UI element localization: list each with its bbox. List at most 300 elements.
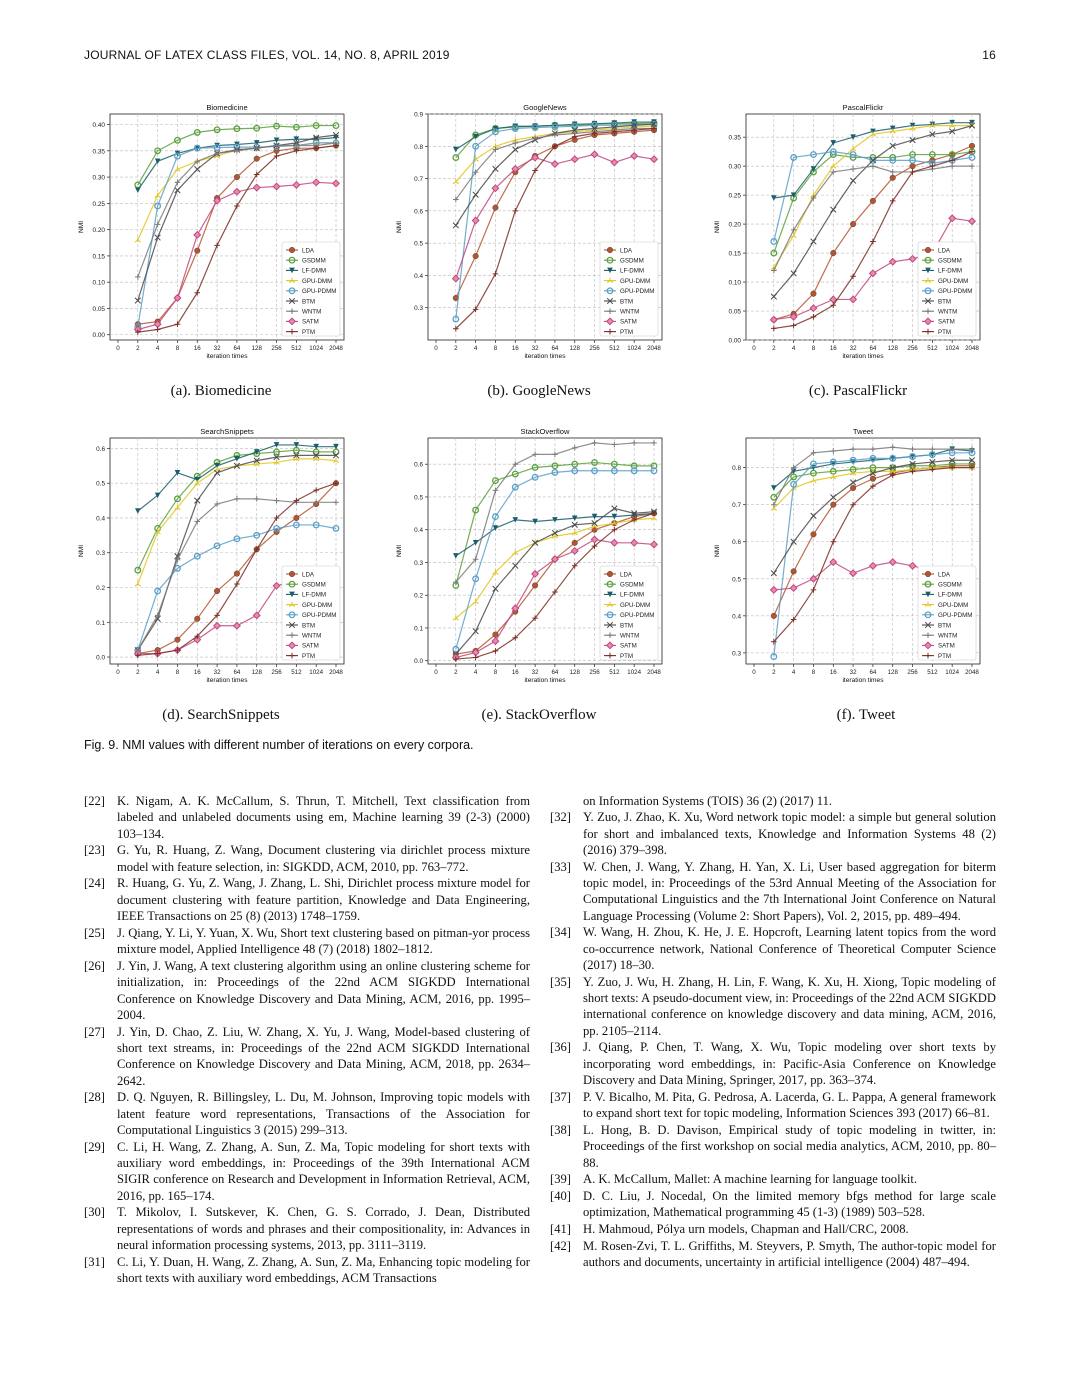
reference-item xyxy=(550,809,996,858)
x-tick-label: 256 xyxy=(907,345,918,352)
subcaption-b: (b). GoogleNews xyxy=(487,383,591,399)
reference-text: C. Li, Y. Duan, H. Wang, Z. Zhang, A. Sun, Z. Ma, Enhancing topic modeling for short texts with auxiliary word embeddings, ACM Transactions xyxy=(117,1254,530,1286)
x-tick-label: 32 xyxy=(849,669,857,676)
y-axis-label: NMI xyxy=(714,220,721,234)
x-tick-label: 16 xyxy=(829,669,837,676)
reference-number: [34] xyxy=(550,925,571,940)
reference-item xyxy=(84,1254,530,1287)
x-tick-label: 256 xyxy=(271,669,282,676)
legend-label: BTM xyxy=(938,298,952,306)
references-left-column xyxy=(84,793,530,1287)
figure-caption: Fig. 9. NMI values with different number of iterations on every corpora. xyxy=(84,738,474,752)
reference-text: M. Rosen-Zvi, T. L. Griffiths, M. Steyvers, P. Smyth, The author-topic model for authors and documents, uncertainty in artificial intelligence (2004) 487–494. xyxy=(583,1239,996,1270)
legend-marker xyxy=(925,247,931,253)
subcaption-e: (e). StackOverflow xyxy=(481,707,597,723)
legend-label: LF-DMM xyxy=(302,591,327,599)
y-tick-label: 0.10 xyxy=(728,279,741,287)
legend-label: SATM xyxy=(620,318,637,326)
chart-title: PascalFlickr xyxy=(842,103,884,112)
x-tick-label: 0 xyxy=(434,669,438,676)
reference-item xyxy=(84,875,530,924)
legend-label: PTM xyxy=(302,328,316,336)
reference-number: [41] xyxy=(550,1222,571,1237)
legend-label: BTM xyxy=(620,298,634,306)
reference-text: W. Chen, J. Wang, Y. Zhang, H. Yan, X. Li, User based aggregation for biterm topic model, in: Proceedings of the 53rd Annual Meeting of the Association for Computational Linguistics and the 7th International Joint Conference on Natural Language Processing (Volume 2: Short Papers), Vol. 2, 2015, pp. 489–494. xyxy=(583,859,996,923)
legend-marker xyxy=(925,571,931,577)
y-tick-label: 0.00 xyxy=(92,332,105,340)
reference-number: [30] xyxy=(84,1205,105,1220)
legend-label: SATM xyxy=(620,642,637,650)
legend-label: GPU-DMM xyxy=(620,601,651,609)
x-tick-label: 512 xyxy=(609,345,620,352)
reference-item xyxy=(84,1089,530,1138)
x-tick-label: 0 xyxy=(116,345,120,352)
x-tick-label: 128 xyxy=(887,345,898,352)
legend-label: GPU-DMM xyxy=(302,277,333,285)
x-tick-label: 4 xyxy=(155,345,160,352)
legend-label: GPU-PDMM xyxy=(620,288,655,296)
reference-number: [39] xyxy=(550,1172,571,1187)
legend-label: GPU-DMM xyxy=(620,277,651,285)
x-axis-label: iteration times xyxy=(524,353,566,360)
chart-biomedicine xyxy=(72,98,352,366)
y-axis-label: NMI xyxy=(396,220,403,234)
legend-label: LDA xyxy=(620,247,633,255)
data-point xyxy=(234,174,240,180)
reference-number: [38] xyxy=(550,1122,571,1137)
x-tick-label: 32 xyxy=(531,669,539,676)
data-point xyxy=(473,253,479,259)
chart-title: GoogleNews xyxy=(523,103,567,112)
x-tick-label: 1024 xyxy=(945,345,960,352)
legend-label: GSDMM xyxy=(938,257,962,265)
legend-label: WNTM xyxy=(938,632,958,640)
reference-item xyxy=(84,793,530,842)
legend xyxy=(600,566,658,660)
x-tick-label: 64 xyxy=(869,345,877,352)
legend-label: WNTM xyxy=(620,308,640,316)
reference-text: K. Nigam, A. K. McCallum, S. Thrun, T. Mitchell, Text classification from labeled and unlabeled documents using em, Machine learning 39 (2-3) (2000) 103–134. xyxy=(117,794,530,841)
data-point xyxy=(890,175,896,181)
legend xyxy=(918,566,976,660)
legend-label: BTM xyxy=(620,622,634,630)
data-point xyxy=(771,613,777,619)
x-axis-label: iteration times xyxy=(524,677,566,684)
x-tick-label: 2 xyxy=(136,345,140,352)
data-point xyxy=(234,571,240,577)
x-tick-label: 2048 xyxy=(329,669,343,676)
x-axis-label: iteration times xyxy=(206,353,248,360)
x-axis-label: iteration times xyxy=(842,353,884,360)
x-tick-label: 2048 xyxy=(329,345,343,352)
data-point xyxy=(969,143,975,149)
data-point xyxy=(572,540,578,546)
x-tick-label: 0 xyxy=(752,345,756,352)
legend-label: LDA xyxy=(302,247,315,255)
reference-text: H. Mahmoud, Pólya urn models, Chapman and Hall/CRC, 2008. xyxy=(583,1222,909,1237)
legend-label: LDA xyxy=(938,571,951,579)
reference-text: T. Mikolov, I. Sutskever, K. Chen, G. S. Corrado, J. Dean, Distributed representations of words and phrases and their compositionality, in: Advances in neural information processing systems, 2013, pp. 3111–3119. xyxy=(117,1205,530,1253)
y-axis-label: NMI xyxy=(714,544,721,558)
legend xyxy=(282,566,340,660)
data-point xyxy=(830,502,836,508)
legend-label: GPU-DMM xyxy=(302,601,333,609)
legend-label: GSDMM xyxy=(938,581,962,589)
legend-label: BTM xyxy=(938,622,952,630)
x-tick-label: 16 xyxy=(193,669,201,676)
y-tick-label: 0.4 xyxy=(414,527,423,535)
x-tick-label: 512 xyxy=(927,345,938,352)
legend-label: WNTM xyxy=(302,308,322,316)
subcaption-a: (a). Biomedicine xyxy=(170,383,272,399)
x-tick-label: 2 xyxy=(454,669,458,676)
data-point xyxy=(194,616,200,622)
data-point xyxy=(811,291,817,297)
y-tick-label: 0.05 xyxy=(92,305,105,313)
reference-text: P. V. Bicalho, M. Pita, G. Pedrosa, A. Lacerda, G. L. Pappa, A general framework to expand short text for topic modeling, Information Sciences 393 (2017) 66–81. xyxy=(583,1089,996,1121)
reference-number: [33] xyxy=(550,859,571,874)
reference-number: [31] xyxy=(84,1254,105,1269)
x-tick-label: 2 xyxy=(772,345,776,352)
legend-marker xyxy=(289,571,295,577)
x-tick-label: 64 xyxy=(869,669,877,676)
x-tick-label: 64 xyxy=(551,345,559,352)
y-tick-label: 0.30 xyxy=(92,174,105,182)
reference-number: [26] xyxy=(84,958,105,973)
chart-pascalflickr xyxy=(708,98,988,366)
legend-marker xyxy=(607,571,613,577)
y-tick-label: 0.30 xyxy=(728,163,741,171)
reference-number: [24] xyxy=(84,876,105,891)
legend-label: PTM xyxy=(302,652,316,660)
legend xyxy=(282,242,340,336)
chart-title: StackOverflow xyxy=(520,427,570,436)
x-tick-label: 8 xyxy=(175,669,180,676)
reference-number: [28] xyxy=(84,1090,105,1105)
x-tick-label: 2048 xyxy=(647,669,661,676)
reference-item xyxy=(550,924,996,973)
y-tick-label: 0.35 xyxy=(728,134,741,142)
y-tick-label: 0.1 xyxy=(414,625,423,633)
y-tick-label: 0.2 xyxy=(414,592,423,600)
x-tick-label: 256 xyxy=(589,669,600,676)
legend-label: LF-DMM xyxy=(620,591,645,599)
data-point xyxy=(850,485,856,491)
reference-item xyxy=(84,1204,530,1253)
x-tick-label: 512 xyxy=(291,669,302,676)
x-tick-label: 4 xyxy=(791,669,796,676)
legend-label: GPU-DMM xyxy=(938,601,969,609)
y-tick-label: 0.00 xyxy=(728,337,741,345)
x-tick-label: 1024 xyxy=(945,669,960,676)
chart-googlenews xyxy=(390,98,670,366)
x-tick-label: 1024 xyxy=(627,345,642,352)
legend-label: LF-DMM xyxy=(938,591,963,599)
legend-label: WNTM xyxy=(302,632,322,640)
y-tick-label: 0.8 xyxy=(732,465,741,473)
x-tick-label: 16 xyxy=(511,669,519,676)
y-tick-label: 0.1 xyxy=(96,619,105,627)
legend-label: GSDMM xyxy=(620,257,644,265)
y-tick-label: 0.10 xyxy=(92,279,105,287)
reference-item xyxy=(550,1188,996,1221)
legend-label: LDA xyxy=(620,571,633,579)
y-tick-label: 0.4 xyxy=(96,515,105,523)
reference-item xyxy=(550,859,996,924)
x-tick-label: 64 xyxy=(233,345,241,352)
x-tick-label: 256 xyxy=(907,669,918,676)
x-tick-label: 2 xyxy=(136,669,140,676)
legend-label: BTM xyxy=(302,298,316,306)
x-tick-label: 1024 xyxy=(309,345,324,352)
reference-text: Y. Zuo, J. Wu, H. Zhang, H. Lin, F. Wang, K. Xu, H. Xiong, Topic modeling of short texts: A pseudo-document view, in: Proceedings of the 22nd ACM SIGKDD international conference on knowledge discovery and data mining, ACM, 2016, pp. 2105–2114. xyxy=(583,974,996,1038)
legend-label: SATM xyxy=(938,318,955,326)
x-tick-label: 32 xyxy=(213,345,221,352)
legend-label: LDA xyxy=(938,247,951,255)
plot xyxy=(78,103,344,360)
reference-text: W. Wang, H. Zhou, K. He, J. E. Hopcroft, Learning latent topics from the word co-occurrence network, National Conference of Theoretical Computer Science (2017) 18–30. xyxy=(583,925,996,972)
reference-number: [42] xyxy=(550,1239,571,1254)
y-tick-label: 0.6 xyxy=(732,539,741,547)
data-point xyxy=(214,588,220,594)
chart-tweet xyxy=(708,422,988,690)
y-tick-label: 0.20 xyxy=(92,227,105,235)
reference-item xyxy=(84,1024,530,1089)
data-point xyxy=(870,198,876,204)
running-header xyxy=(84,48,996,64)
legend-label: LF-DMM xyxy=(938,267,963,275)
x-tick-label: 256 xyxy=(589,345,600,352)
y-tick-label: 0.15 xyxy=(728,250,741,258)
x-tick-label: 128 xyxy=(887,669,898,676)
page-number: 16 xyxy=(982,48,996,62)
reference-item xyxy=(550,974,996,1039)
x-tick-label: 2048 xyxy=(965,345,979,352)
legend-marker xyxy=(289,247,295,253)
data-point xyxy=(830,250,836,256)
reference-text: D. C. Liu, J. Nocedal, On the limited memory bfgs method for large scale optimization, Mathematical programming 45 (1-3) (1989) 503–528. xyxy=(583,1189,996,1220)
legend-label: GPU-PDMM xyxy=(938,288,973,296)
x-tick-label: 0 xyxy=(434,345,438,352)
legend xyxy=(600,242,658,336)
subcaption-c: (c). PascalFlickr xyxy=(808,383,908,399)
data-point xyxy=(870,476,876,482)
legend-label: GPU-PDMM xyxy=(938,612,973,620)
reference-item xyxy=(550,1238,996,1271)
data-point xyxy=(254,156,260,162)
y-tick-label: 0.3 xyxy=(96,550,105,558)
legend-label: LF-DMM xyxy=(620,267,645,275)
chart-stackoverflow xyxy=(390,422,670,690)
y-tick-label: 0.0 xyxy=(96,654,105,662)
data-point xyxy=(294,515,300,521)
x-tick-label: 256 xyxy=(271,345,282,352)
reference-item xyxy=(550,1171,996,1187)
y-tick-label: 0.25 xyxy=(92,200,105,208)
legend-label: SATM xyxy=(938,642,955,650)
legend-label: GPU-PDMM xyxy=(302,612,337,620)
x-tick-label: 512 xyxy=(927,669,938,676)
legend-label: PTM xyxy=(938,652,952,660)
plot xyxy=(78,427,344,684)
reference-item xyxy=(84,958,530,1023)
y-tick-label: 0.15 xyxy=(92,253,105,261)
plot xyxy=(714,103,980,360)
reference-text: C. Li, H. Wang, Z. Zhang, A. Sun, Z. Ma, Topic modeling for short texts with auxiliary word embeddings, in: Proceedings of the 39th International ACM SIGIR conference on Research and Development in Information Retrieval, ACM, 2016, pp. 165–174. xyxy=(117,1139,530,1203)
y-tick-label: 0.7 xyxy=(414,176,423,184)
x-tick-label: 64 xyxy=(551,669,559,676)
x-tick-label: 8 xyxy=(811,669,816,676)
journal-title: JOURNAL OF LATEX CLASS FILES, VOL. 14, NO. 8, APRIL 2019 xyxy=(84,48,450,62)
legend-marker xyxy=(607,247,613,253)
legend-label: LDA xyxy=(302,571,315,579)
plot xyxy=(714,427,980,684)
x-tick-label: 32 xyxy=(531,345,539,352)
x-tick-label: 4 xyxy=(791,345,796,352)
y-axis-label: NMI xyxy=(78,220,85,234)
x-tick-label: 8 xyxy=(175,345,180,352)
references-right-column xyxy=(550,793,996,1271)
data-point xyxy=(850,221,856,227)
x-tick-label: 128 xyxy=(569,345,580,352)
x-tick-label: 1024 xyxy=(627,669,642,676)
legend-label: GSDMM xyxy=(302,581,326,589)
data-point xyxy=(791,569,797,575)
x-tick-label: 32 xyxy=(849,345,857,352)
reference-item xyxy=(550,1039,996,1088)
legend-label: GSDMM xyxy=(620,581,644,589)
y-tick-label: 0.3 xyxy=(414,559,423,567)
legend-label: GPU-PDMM xyxy=(302,288,337,296)
legend xyxy=(918,242,976,336)
x-axis-label: iteration times xyxy=(206,677,248,684)
x-tick-label: 0 xyxy=(116,669,120,676)
x-tick-label: 128 xyxy=(251,669,262,676)
data-point xyxy=(532,583,538,589)
x-tick-label: 4 xyxy=(473,345,478,352)
x-tick-label: 64 xyxy=(233,669,241,676)
data-point xyxy=(493,632,499,638)
x-tick-label: 2048 xyxy=(965,669,979,676)
y-tick-label: 0.4 xyxy=(414,272,423,280)
reference-text: G. Yu, R. Huang, Z. Wang, Document clustering via dirichlet process mixture model with feature selection, in: SIGKDD, ACM, 2010, pp. 763–772. xyxy=(117,843,530,874)
y-tick-label: 0.6 xyxy=(414,208,423,216)
x-tick-label: 16 xyxy=(193,345,201,352)
y-tick-label: 0.5 xyxy=(414,240,423,248)
x-tick-label: 512 xyxy=(609,669,620,676)
legend-label: GPU-DMM xyxy=(938,277,969,285)
y-tick-label: 0.4 xyxy=(732,613,741,621)
x-tick-label: 1024 xyxy=(309,669,324,676)
legend-label: GPU-PDMM xyxy=(620,612,655,620)
y-tick-label: 0.2 xyxy=(96,585,105,593)
y-tick-label: 0.3 xyxy=(732,650,741,658)
reference-text: L. Hong, B. D. Davison, Empirical study of topic modeling in twitter, in: Proceedings of the first workshop on social media analytics, ACM, 2010, pp. 80–88. xyxy=(583,1122,996,1170)
legend-label: PTM xyxy=(938,328,952,336)
reference-number: [23] xyxy=(84,843,105,858)
x-tick-label: 512 xyxy=(291,345,302,352)
y-tick-label: 0.05 xyxy=(728,308,741,316)
reference-text: J. Yin, J. Wang, A text clustering algorithm using an online clustering scheme for initialization, in: Proceedings of the 22nd ACM SIGKDD International Conference on Knowledge Discovery and Data Mining, ACM, 2016, pp. 1995–2004. xyxy=(117,958,530,1022)
legend-label: SATM xyxy=(302,642,319,650)
reference-number: [36] xyxy=(550,1040,571,1055)
chart-title: Tweet xyxy=(852,427,874,436)
reference-item xyxy=(84,925,530,958)
legend-label: SATM xyxy=(302,318,319,326)
y-axis-label: NMI xyxy=(396,544,403,558)
y-tick-label: 0.35 xyxy=(92,148,105,156)
reference-text: Y. Zuo, J. Zhao, K. Xu, Word network topic model: a simple but general solution for short and imbalanced texts, Knowledge and Information Systems 48 (2) (2016) 379–398. xyxy=(583,810,996,857)
x-tick-label: 8 xyxy=(811,345,816,352)
plot xyxy=(396,427,662,684)
reference-text: R. Huang, G. Yu, Z. Wang, J. Zhang, L. Shi, Dirichlet process mixture model for document clustering with feature partition, Knowledge and Data Engineering, IEEE Transactions on 25 (8) (2013) 1748–1759. xyxy=(117,876,530,924)
reference-number: [37] xyxy=(550,1089,571,1104)
legend-label: PTM xyxy=(620,328,634,336)
reference-item xyxy=(550,1089,996,1122)
y-tick-label: 0.20 xyxy=(728,221,741,229)
reference-number: [25] xyxy=(84,925,105,940)
data-point xyxy=(194,248,200,254)
data-point xyxy=(175,637,181,643)
data-point xyxy=(811,532,817,538)
chart-title: Biomedicine xyxy=(206,103,248,112)
plot xyxy=(396,103,662,360)
x-tick-label: 32 xyxy=(213,669,221,676)
y-tick-label: 0.0 xyxy=(414,658,423,666)
x-axis-label: iteration times xyxy=(842,677,884,684)
x-tick-label: 4 xyxy=(473,669,478,676)
data-point xyxy=(910,163,916,169)
reference-item xyxy=(84,842,530,875)
reference-text: D. Q. Nguyen, R. Billingsley, L. Du, M. Johnson, Improving topic models with latent feature word representations, Transactions of the Association for Computational Linguistics 3 (2015) 299–313. xyxy=(117,1090,530,1137)
x-tick-label: 16 xyxy=(829,345,837,352)
x-tick-label: 8 xyxy=(493,345,498,352)
reference-text: J. Qiang, P. Chen, T. Wang, X. Wu, Topic modeling over short texts by incorporating word embeddings, in: Pacific-Asia Conference on Knowledge Discovery and Data Mining, Springer, 2017, pp. 363–374. xyxy=(583,1040,996,1088)
reference-text: A. K. McCallum, Mallet: A machine learning for language toolkit. xyxy=(583,1172,918,1187)
legend-label: WNTM xyxy=(620,632,640,640)
x-tick-label: 2048 xyxy=(647,345,661,352)
reference-number: [22] xyxy=(84,794,105,808)
x-tick-label: 0 xyxy=(752,669,756,676)
x-tick-label: 128 xyxy=(251,345,262,352)
legend-label: BTM xyxy=(302,622,316,630)
y-axis-label: NMI xyxy=(78,544,85,558)
x-tick-label: 8 xyxy=(493,669,498,676)
y-tick-label: 0.5 xyxy=(414,494,423,502)
legend-label: PTM xyxy=(620,652,634,660)
reference-number: [35] xyxy=(550,974,571,989)
reference-number: [29] xyxy=(84,1139,105,1154)
y-tick-label: 0.7 xyxy=(732,502,741,510)
reference-number: [27] xyxy=(84,1024,105,1039)
y-tick-label: 0.3 xyxy=(414,305,423,313)
subcaption-f: (f). Tweet xyxy=(836,707,896,723)
reference-continuation: on Information Systems (TOIS) 36 (2) (2017) 11. xyxy=(583,794,833,808)
subcaption-d: (d). SearchSnippets xyxy=(162,707,280,723)
reference-number: [40] xyxy=(550,1189,571,1204)
reference-item xyxy=(84,1139,530,1204)
reference-number: [32] xyxy=(550,810,571,825)
reference-text: J. Yin, D. Chao, Z. Liu, W. Zhang, X. Yu, J. Wang, Model-based clustering of short text streams, in: Proceedings of the 22nd ACM SIGKDD International Conference on Knowledge Discovery and Data Mining, ACM, 2018, pp. 2634–2642. xyxy=(117,1024,530,1088)
x-tick-label: 2 xyxy=(772,669,776,676)
x-tick-label: 128 xyxy=(569,669,580,676)
x-tick-label: 4 xyxy=(155,669,160,676)
chart-searchsnippets xyxy=(72,422,352,690)
data-point xyxy=(493,205,499,211)
y-tick-label: 0.8 xyxy=(414,143,423,151)
legend-label: GSDMM xyxy=(302,257,326,265)
x-tick-label: 16 xyxy=(511,345,519,352)
